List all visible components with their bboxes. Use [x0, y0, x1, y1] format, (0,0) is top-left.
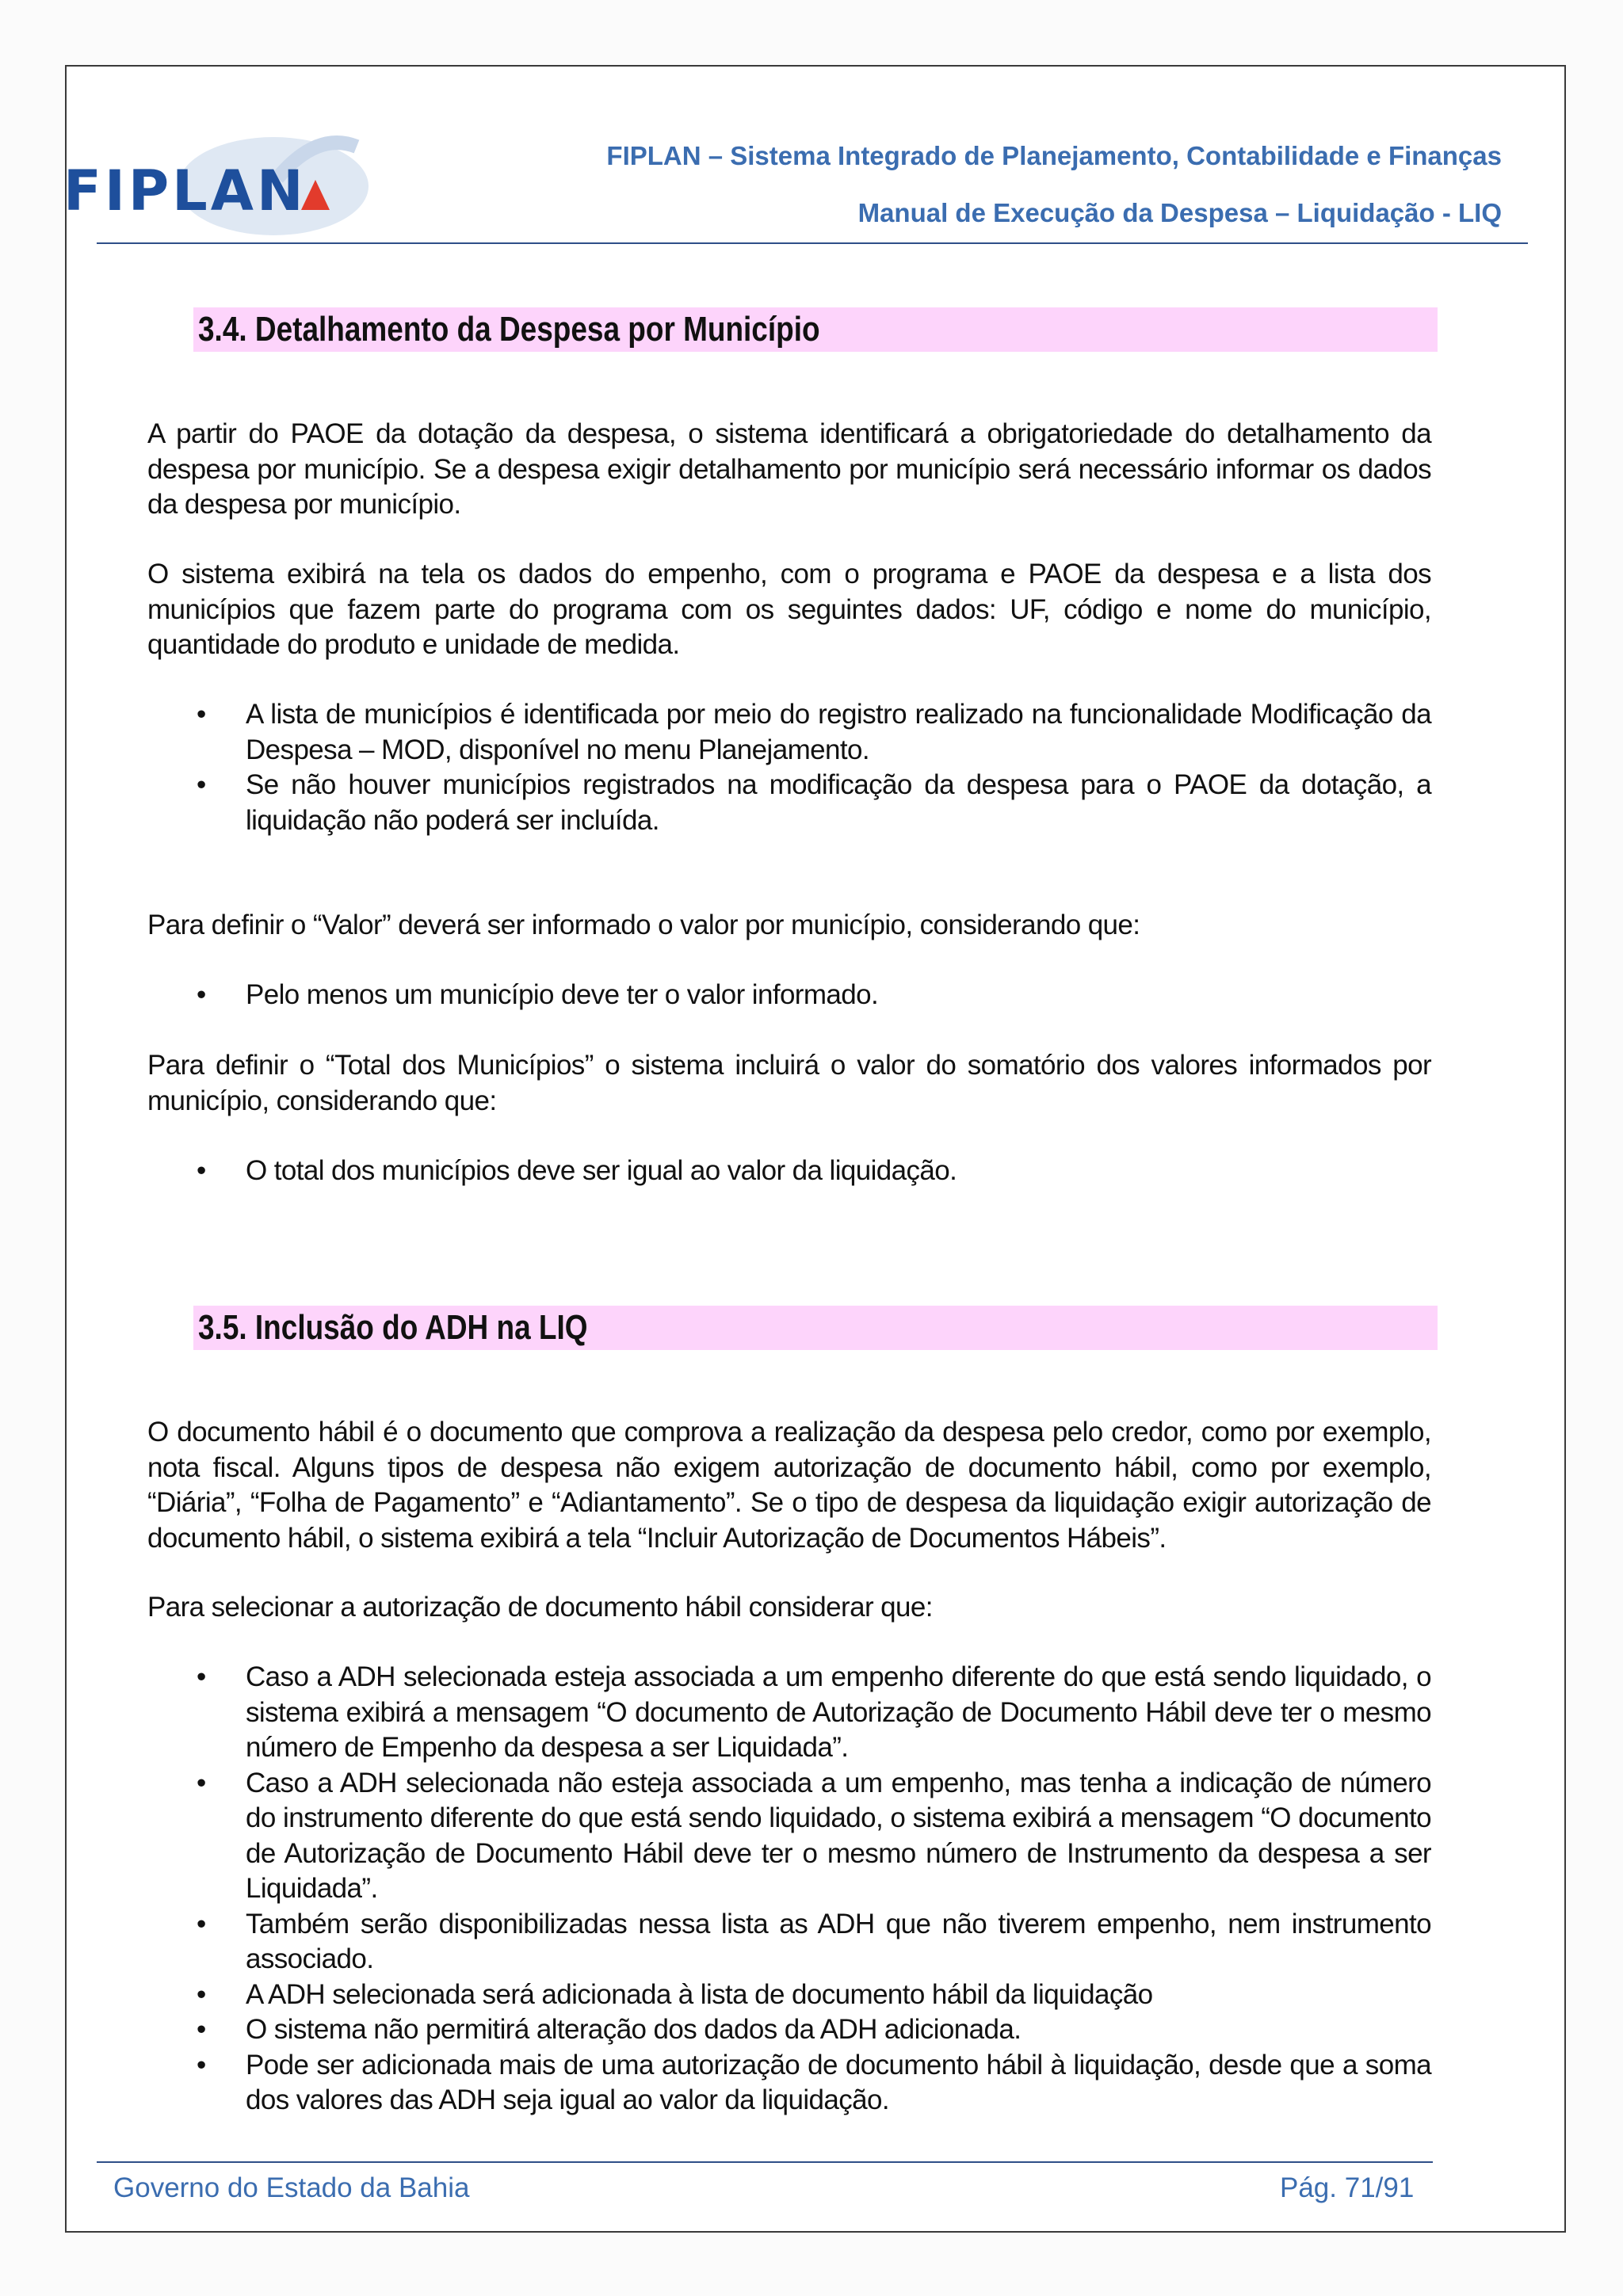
- bullet-list: [147, 978, 1431, 1013]
- paragraph-text: Para definir o “Total dos Municípios” o sistema incluirá o valor do somatório dos valores informados por município, considerando que:: [147, 1050, 1431, 1116]
- list-item: [147, 1154, 1431, 1189]
- section-heading-3-4: [193, 307, 1438, 352]
- paragraph-text: Para selecionar a autorização de documento hábil considerar que:: [147, 1592, 933, 1623]
- paragraph: [147, 557, 1431, 663]
- document-title: FIPLAN – Sistema Integrado de Planejamento, Contabilidade e Finanças: [606, 141, 1502, 170]
- paragraph-text: Para definir o “Valor” deverá ser informado o valor por município, considerando que:: [147, 910, 1140, 940]
- section-heading-text: 3.4. Detalhamento da Despesa por Município: [198, 310, 820, 349]
- paragraph: [147, 908, 1431, 944]
- bullet-icon: •: [197, 2049, 206, 2081]
- list-item: [147, 768, 1431, 838]
- bullet-list: [147, 1660, 1431, 2119]
- section-heading-3-5: [193, 1306, 1438, 1350]
- bullet-icon: •: [197, 1661, 206, 1692]
- bullet-icon: •: [197, 1155, 206, 1186]
- header-divider: [97, 242, 1528, 244]
- bullet-icon: •: [197, 699, 206, 730]
- bullet-icon: •: [197, 1978, 206, 2010]
- page-number: Pág. 71/91: [1280, 2172, 1415, 2203]
- list-item: [147, 2012, 1431, 2048]
- list-item: [147, 1907, 1431, 1978]
- paragraph-text: O sistema exibirá na tela os dados do empenho, com o programa e PAOE da despesa e a lista dos municípios que fazem parte do programa com os seguintes dados: UF, código e nome do município, quantidade do produto e unidade de medida.: [147, 559, 1431, 660]
- list-item-text: Se não houver municípios registrados na modificação da despesa para o PAOE da dotação, a liquidação não poderá ser incluída.: [246, 769, 1431, 836]
- list-item: [147, 1660, 1431, 1766]
- paragraph: [147, 1590, 1431, 1626]
- bullet-list: [147, 1154, 1431, 1189]
- list-item: [147, 978, 1431, 1013]
- document-subtitle: Manual de Execução da Despesa – Liquidação - LIQ: [857, 198, 1502, 227]
- bullet-icon: •: [197, 1908, 206, 1939]
- list-item: [147, 1766, 1431, 1907]
- list-item-text: Pode ser adicionada mais de uma autorização de documento hábil à liquidação, desde que a soma dos valores das ADH seja igual ao valor da liquidação.: [246, 2049, 1431, 2115]
- section-heading-text: 3.5. Inclusão do ADH na LIQ: [198, 1308, 588, 1347]
- bullet-list: [147, 697, 1431, 838]
- paragraph-text: O documento hábil é o documento que comprova a realização da despesa pelo credor, como por exemplo, nota fiscal. Alguns tipos de despesa não exigem autorização de documento hábil, como por exemplo, “Diária”, “Folha de Pagamento” e “Adiantamento”. Se o tipo de despesa da liquidação exigir autorização de documento hábil, o sistema exibirá a tela “Incluir Autorização de Documentos Hábeis”.: [147, 1417, 1431, 1554]
- paragraph: [147, 1415, 1431, 1556]
- bullet-icon: •: [197, 2014, 206, 2045]
- bullet-icon: •: [197, 769, 206, 800]
- list-item: [147, 1978, 1431, 2013]
- bullet-icon: •: [197, 979, 206, 1010]
- list-item-text: O sistema não permitirá alteração dos dados da ADH adicionada.: [246, 2014, 1022, 2045]
- list-item-text: Pelo menos um município deve ter o valor informado.: [246, 979, 879, 1010]
- list-item-text: A ADH selecionada será adicionada à lista de documento hábil da liquidação: [246, 1978, 1153, 2010]
- list-item-text: A lista de municípios é identificada por meio do registro realizado na funcionalidade Modificação da Despesa – MOD, disponível no menu Planejamento.: [246, 699, 1431, 765]
- bullet-icon: •: [197, 1767, 206, 1798]
- footer-divider: [97, 2161, 1433, 2163]
- list-item-text: O total dos municípios deve ser igual ao valor da liquidação.: [246, 1155, 957, 1186]
- logo-text: FIPLAN: [63, 158, 307, 223]
- footer-organization: Governo do Estado da Bahia: [113, 2172, 470, 2203]
- paragraph-text: A partir do PAOE da dotação da despesa, o sistema identificará a obrigatoriedade do detalhamento da despesa por município. Se a despesa exigir detalhamento por município será necessário informar os dados da despesa por município.: [147, 418, 1431, 520]
- list-item-text: Caso a ADH selecionada não esteja associada a um empenho, mas tenha a indicação de número do instrumento diferente do que está sendo liquidado, o sistema exibirá a mensagem “O documento de Autorização de Documento Hábil deve ter o mesmo número de Instrumento da despesa a ser Liquidada”.: [246, 1767, 1431, 1904]
- paragraph: [147, 417, 1431, 523]
- list-item: [147, 697, 1431, 768]
- list-item-text: Caso a ADH selecionada esteja associada a um empenho diferente do que está sendo liquidado, o sistema exibirá a mensagem “O documento de Autorização de Documento Hábil deve ter o mesmo número de Empenho da despesa a ser Liquidada”.: [246, 1661, 1431, 1763]
- list-item: [147, 2048, 1431, 2119]
- paragraph: [147, 1048, 1431, 1119]
- list-item-text: Também serão disponibilizadas nessa lista as ADH que não tiverem empenho, nem instrumento associado.: [246, 1908, 1431, 1974]
